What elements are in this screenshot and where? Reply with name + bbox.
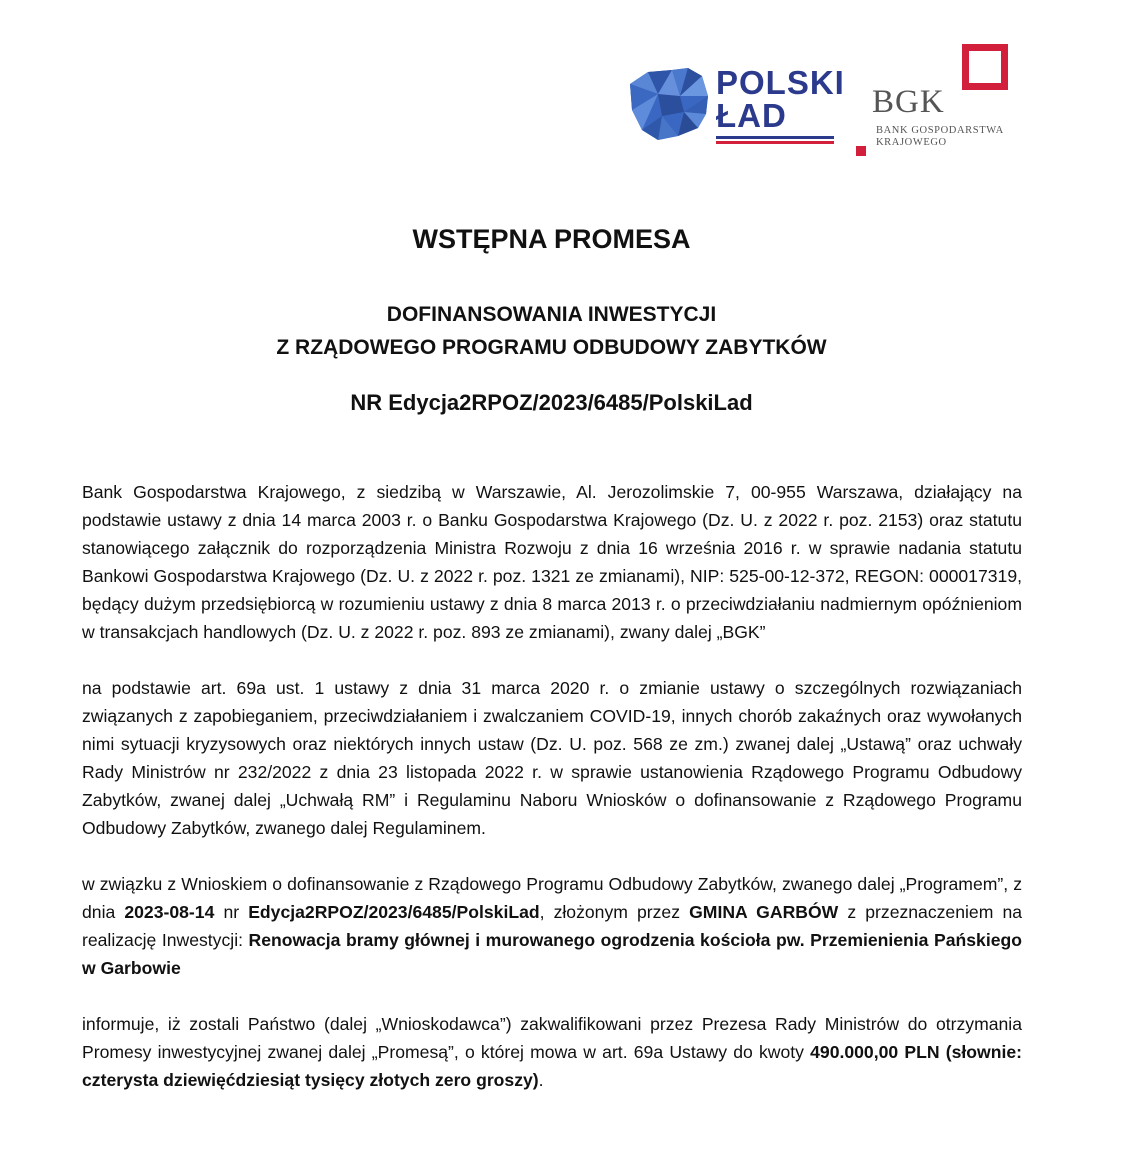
application-number: Edycja2RPOZ/2023/6485/PolskiLad — [248, 902, 540, 922]
blue-bar — [716, 136, 834, 139]
document-title: WSTĘPNA PROMESA — [412, 224, 691, 254]
application-text-3: , złożonym przez — [539, 902, 690, 922]
application-date: 2023-08-14 — [124, 902, 215, 922]
qualification-text-1: informuje, iż zostali Państwo (dalej „Wnioskodawca”) zakwalifikowani przez Prezesa Rady Ministrów do otrzymania Promesy inwestycyjnej zwanej dalej „Promesą”, o której mowa w art. 69a Ustawy do kwoty — [82, 1014, 1022, 1062]
document-body — [82, 478, 1022, 1122]
red-bar — [716, 141, 834, 144]
polski-lad-logo — [628, 64, 845, 146]
poland-map-icon — [628, 66, 712, 142]
subtitle-line2: Z RZĄDOWEGO PROGRAMU ODBUDOWY ZABYTKÓW — [276, 336, 827, 359]
polski-lad-line2: ŁAD — [716, 97, 787, 134]
polski-lad-bars — [716, 136, 834, 146]
applicant-name: GMINA GARBÓW — [689, 902, 839, 922]
investment-name: Renowacja bramy głównej i murowanego ogrodzenia kościoła pw. Przemienienia Pańskiego w Garbowie — [82, 930, 1022, 978]
bgk-name: BGK — [872, 84, 945, 120]
header-logos — [0, 0, 1135, 170]
qualification-text-2: . — [538, 1070, 544, 1090]
paragraph-qualification — [82, 1010, 1022, 1094]
bgk-square-icon — [962, 44, 1008, 90]
document-subtitle — [0, 298, 1103, 364]
bgk-dot-icon — [856, 146, 866, 156]
polski-lad-wordmark — [716, 66, 845, 132]
paragraph-bgk-intro: Bank Gospodarstwa Krajowego, z siedzibą w Warszawie, Al. Jerozolimskie 7, 00-955 Warszawa, działający na podstawie ustawy z dnia 14 marca 2003 r. o Banku Gospodarstwa Krajowego (Dz. U. z 2022 r. poz. 2153) oraz statutu stanowiącego załącznik do rozporządzenia Ministra Rozwoju z dnia 16 września 2016 r. w sprawie nadania statutu Bankowi Gospodarstwa Krajowego (Dz. U. z 2022 r. poz. 1321 ze zmianami), NIP: 525-00-12-372, REGON: 000017319, będący dużym przedsiębiorcą w rozumieniu ustawy z dnia 8 marca 2013 r. o przeciwdziałaniu nadmiernym opóźnieniom w transakcjach handlowych (Dz. U. z 2022 r. poz. 893 ze zmianami), zwany dalej „BGK” — [82, 482, 1022, 642]
application-text-1: w związku z Wnioskiem o dofinansowanie z Rządowego Programu Odbudowy Zabytków, zwanego dalej „Programem”, z dnia — [82, 874, 1022, 922]
application-text-4: z przeznaczeniem na realizację Inwestycji: — [82, 902, 1023, 950]
polski-lad-line1: POLSKI — [716, 64, 845, 101]
application-text-2: nr — [214, 902, 249, 922]
paragraph-application — [82, 870, 1022, 982]
bgk-full-name-line1: BANK GOSPODARSTWA — [876, 125, 1004, 136]
bgk-full-name-line2: KRAJOWEGO — [876, 137, 947, 148]
promise-amount: 490.000,00 PLN (słownie: czterysta dziewięćdziesiąt tysięcy złotych zero groszy) — [82, 1042, 1022, 1090]
paragraph-legal-basis: na podstawie art. 69a ust. 1 ustawy z dnia 31 marca 2020 r. o zmianie ustawy o szczególnych rozwiązaniach związanych z zapobieganiem, przeciwdziałaniem i zwalczaniem COVID-19, innych chorób zakaźnych oraz wywołanych nimi sytuacji kryzysowych oraz niektórych innych ustaw (Dz. U. poz. 568 ze zm.) zwanej dalej „Ustawą” oraz uchwały Rady Ministrów nr 232/2022 z dnia 23 listopada 2022 r. w sprawie ustanowienia Rządowego Programu Odbudowy Zabytków, zwanej dalej „Uchwałą RM” i Regulaminu Naboru Wniosków o dofinansowanie z Rządowego Programu Odbudowy Zabytków, zwanego dalej Regulaminem. — [82, 678, 1022, 838]
bgk-logo — [852, 44, 1022, 159]
bgk-full-name — [876, 125, 1004, 149]
document-number: NR Edycja2RPOZ/2023/6485/PolskiLad — [350, 390, 753, 415]
subtitle-line1: DOFINANSOWANIA INWESTYCJI — [386, 303, 717, 326]
